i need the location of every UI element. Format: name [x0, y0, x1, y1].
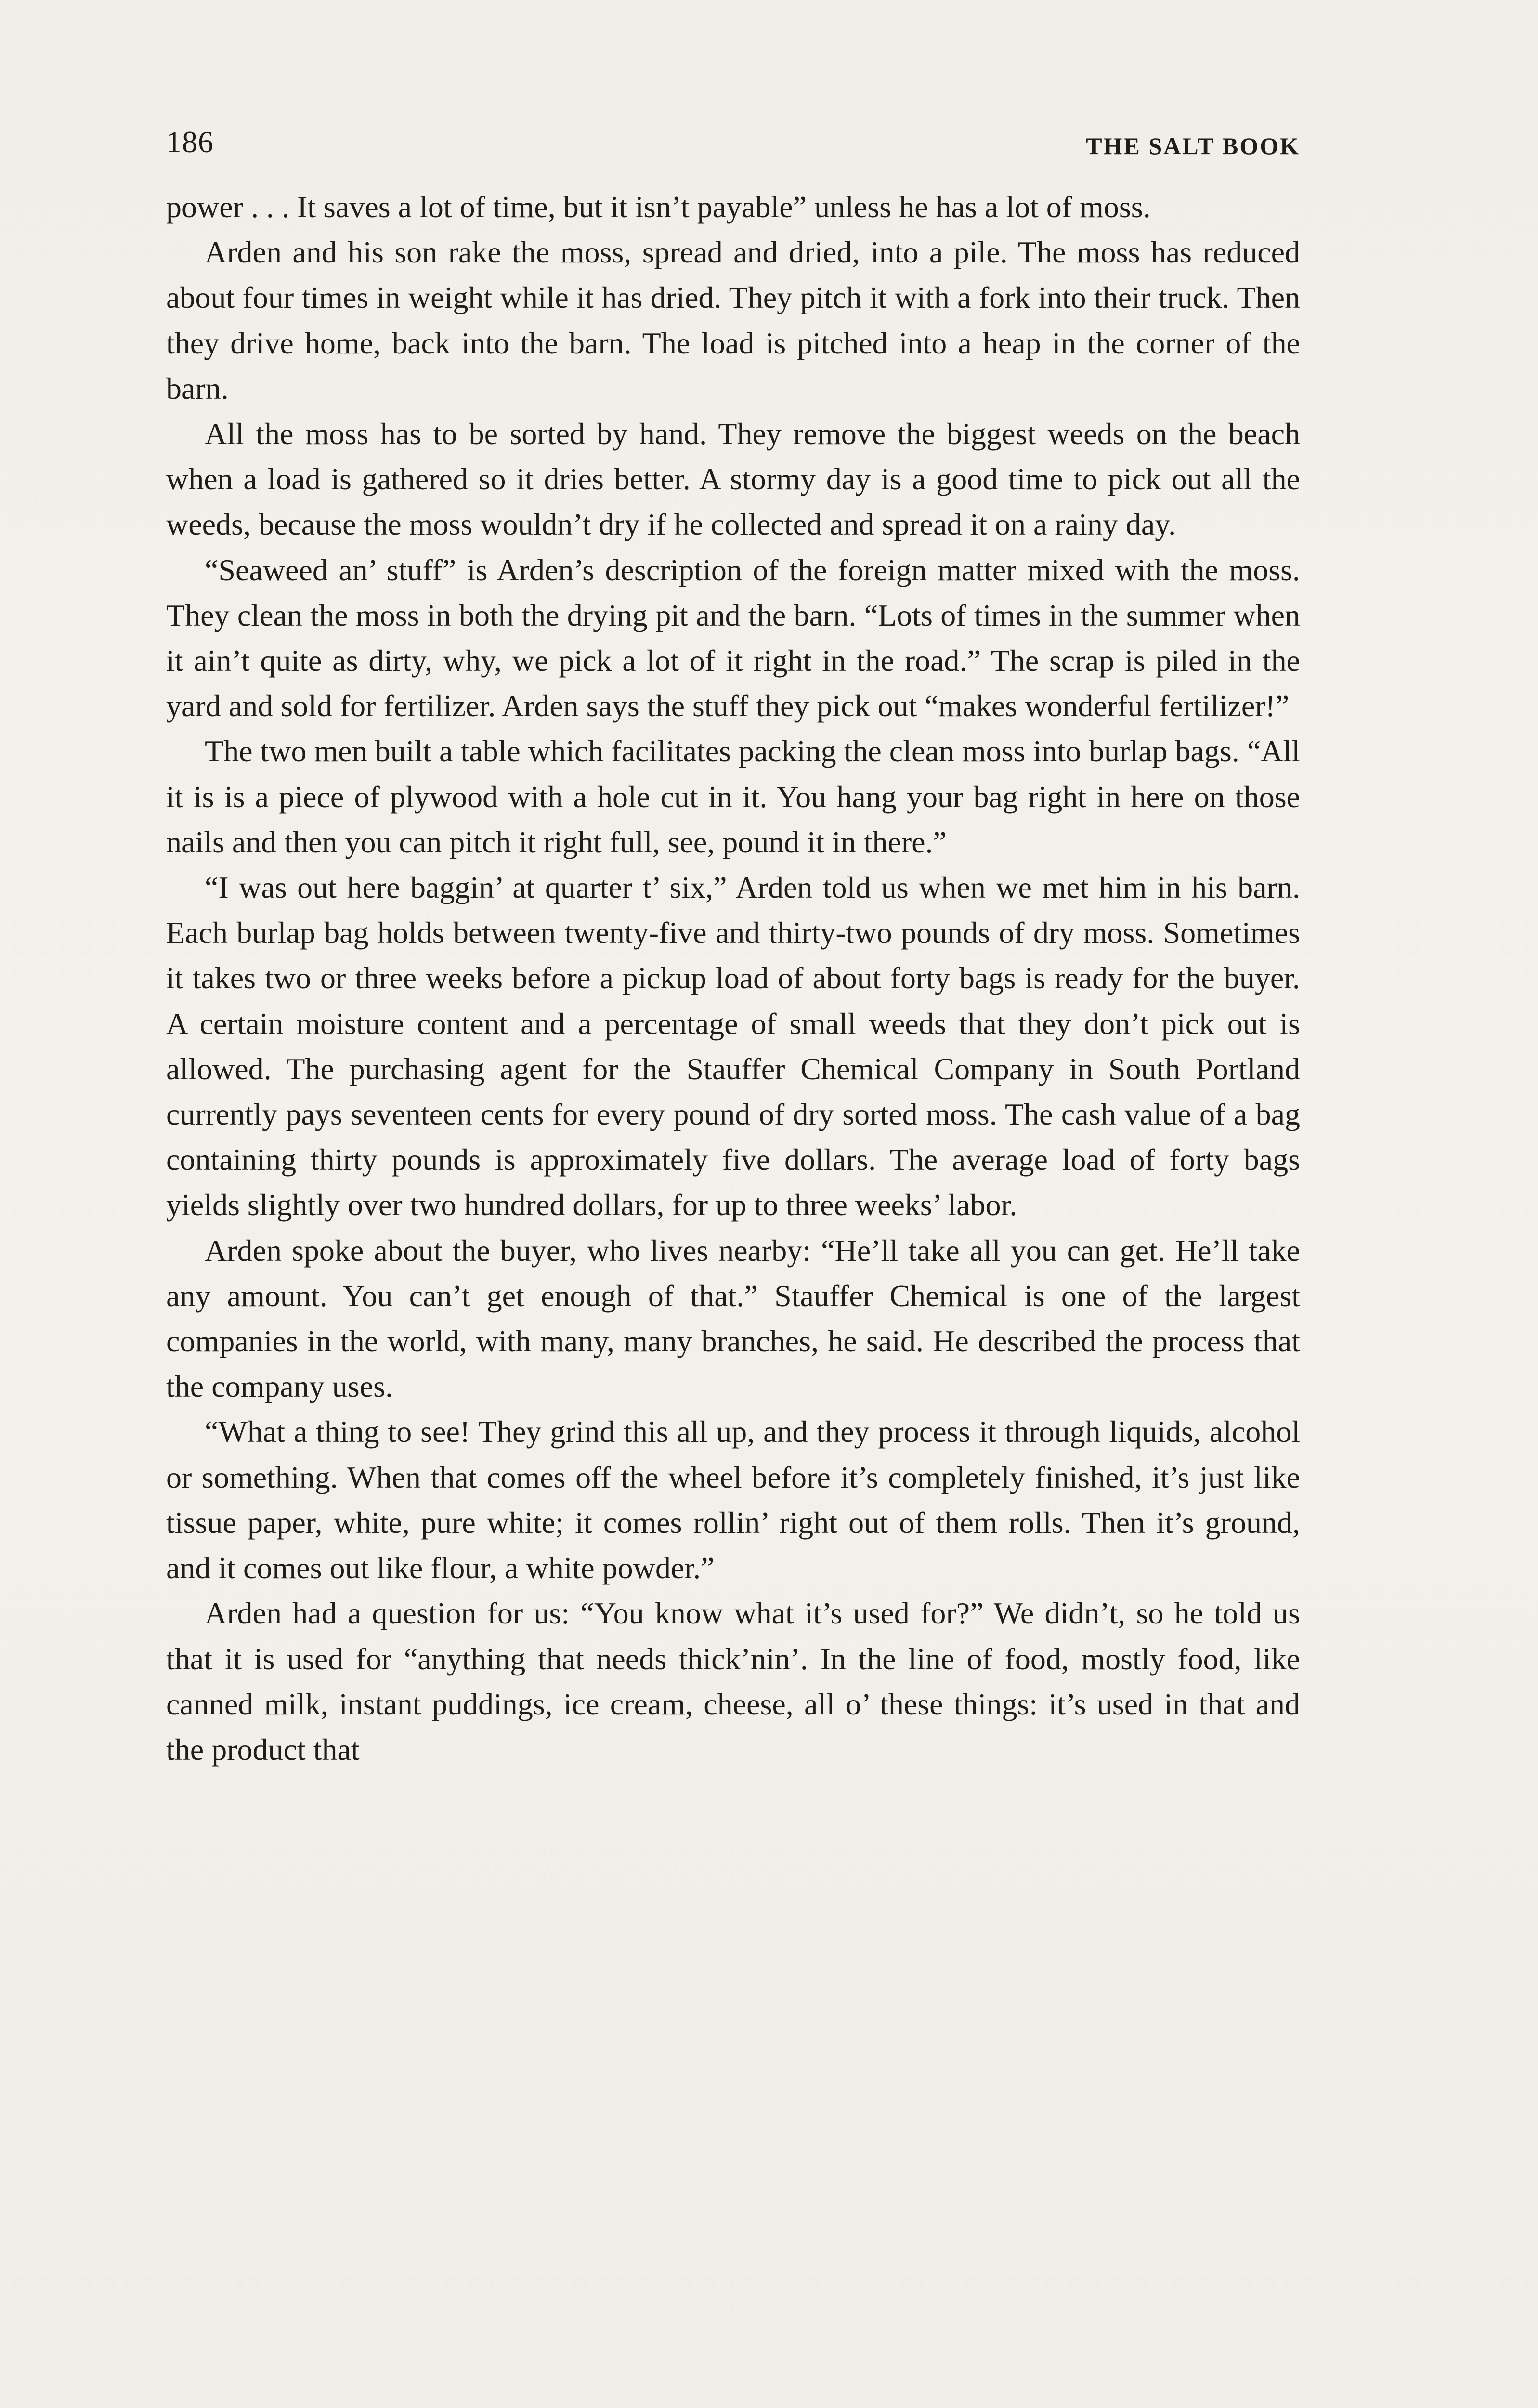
paragraph: “What a thing to see! They grind this all up, and they process it through liquids, alcohol or something. When that comes off the wheel before it’s completely finished, it’s just like tissue paper, white, pure white; it comes rollin’ right out of them rolls. Then it’s ground, and it comes out like flour, a white powder.” [166, 1414, 1300, 1585]
paragraph: power . . . It saves a lot of time, but it isn’t payable” unless he has a lot of moss. [166, 190, 1151, 224]
body-text [166, 184, 1300, 1772]
paragraph: The two men built a table which facilitates packing the clean moss into burlap bags. “All it is is a piece of plywood with a hole cut in it. You hang your bag right in here on those nails and then you can pitch it right full, see, pound it in there.” [166, 734, 1300, 859]
running-head: THE SALT BOOK [1086, 132, 1300, 159]
paragraph: Arden had a question for us: “You know what it’s used for?” We didn’t, so he told us that it is used for “anything that needs thick’nin’. In the line of food, mostly food, like canned milk, instant puddings, ice cream, cheese, all o’ these things: it’s used in that and the product that [166, 1596, 1300, 1767]
paragraph: “Seaweed an’ stuff” is Arden’s description of the foreign matter mixed with the moss. They clean the moss in both the drying pit and the barn. “Lots of times in the summer when it ain’t quite as dirty, why, we pick a lot of it right in the road.” The scrap is piled in the yard and sold for fertilizer. Arden says the stuff they pick out “makes wonderful fertilizer!” [166, 552, 1300, 723]
paragraph: Arden spoke about the buyer, who lives nearby: “He’ll take all you can get. He’ll take any amount. You can’t get enough of that.” Stauffer Chemical is one of the largest companies in the world, with many, many branches, he said. He described the process that the company uses. [166, 1233, 1300, 1404]
paragraph: Arden and his son rake the moss, spread and dried, into a pile. The moss has reduced about four times in weight while it has dried. They pitch it with a fork into their truck. Then they drive home, back into the barn. The load is pitched into a heap in the corner of the barn. [166, 235, 1300, 406]
paragraph: All the moss has to be sorted by hand. They remove the biggest weeds on the beach when a load is gathered so it dries better. A stormy day is a good time to pick out all the weeds, because the moss wouldn’t dry if he collected and spread it on a rainy day. [166, 417, 1300, 542]
page-number: 186 [166, 125, 214, 159]
page-header [166, 118, 1300, 166]
paragraph: “I was out here baggin’ at quarter t’ six,” Arden told us when we met him in his barn. Each burlap bag holds between twenty-five and thirty-two pounds of dry moss. Sometimes it takes two or three weeks before a pickup load of about forty bags is ready for the buyer. A certain moisture content and a percentage of small weeds that they don’t pick out is allowed. The purchasing agent for the Stauffer Chemical Company in South Portland currently pays seventeen cents for every pound of dry sorted moss. The cash value of a bag containing thirty pounds is approximately five dollars. The average load of forty bags yields slightly over two hundred dollars, for up to three weeks’ labor. [166, 870, 1300, 1222]
